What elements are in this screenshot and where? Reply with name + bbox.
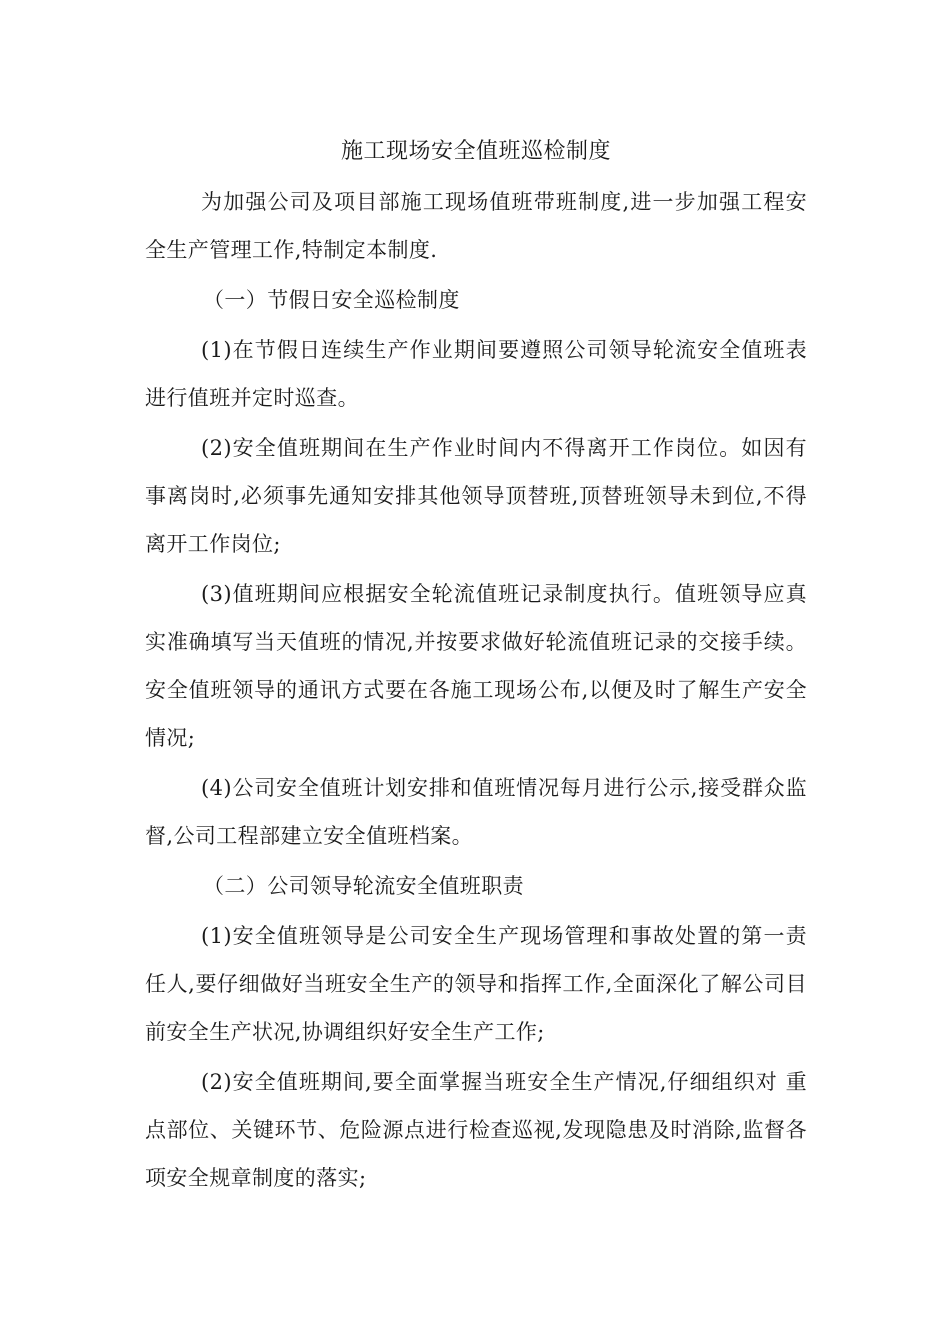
section-2-heading: （二）公司领导轮流安全值班职责 (203, 874, 524, 898)
document-title: 施工现场安全值班巡检制度 (340, 139, 611, 164)
section-2-item-2: (2)安全值班期间,要全面掌握当班安全生产情况,仔细组织对 重点部位、关键环节、危险源点进行检查巡视,发现隐患及时消除,监督各项安全规章制度的落实; (145, 1070, 807, 1190)
section-1-heading: （一）节假日安全巡检制度 (203, 288, 460, 312)
section-1-item-1: (1)在节假日连续生产作业期间要遵照公司领导轮流安全值班表进行值班并定时巡查。 (145, 338, 807, 410)
section-1-item-4: (4)公司安全值班计划安排和值班情况每月进行公示,接受群众监督,公司工程部建立安全值班档案。 (145, 776, 807, 848)
document-page (145, 128, 807, 1204)
section-1-item-2: (2)安全值班期间在生产作业时间内不得离开工作岗位。如因有事离岗时,必须事先通知安排其他领导顶替班,顶替班领导未到位,不得离开工作岗位; (145, 436, 807, 556)
section-1-item-3: (3)值班期间应根据安全轮流值班记录制度执行。值班领导应真实准确填写当天值班的情况,并按要求做好轮流值班记录的交接手续。安全值班领导的通讯方式要在各施工现场公布,以便及时了解生产安全情况; (145, 582, 807, 750)
intro-paragraph: 为加强公司及项目部施工现场值班带班制度,进一步加强工程安全生产管理工作,特制定本制度. (145, 190, 807, 262)
section-2-item-1: (1)安全值班领导是公司安全生产现场管理和事故处置的第一责任人,要仔细做好当班安全生产的领导和指挥工作,全面深化了解公司目前安全生产状况,协调组织好安全生产工作; (145, 924, 807, 1044)
